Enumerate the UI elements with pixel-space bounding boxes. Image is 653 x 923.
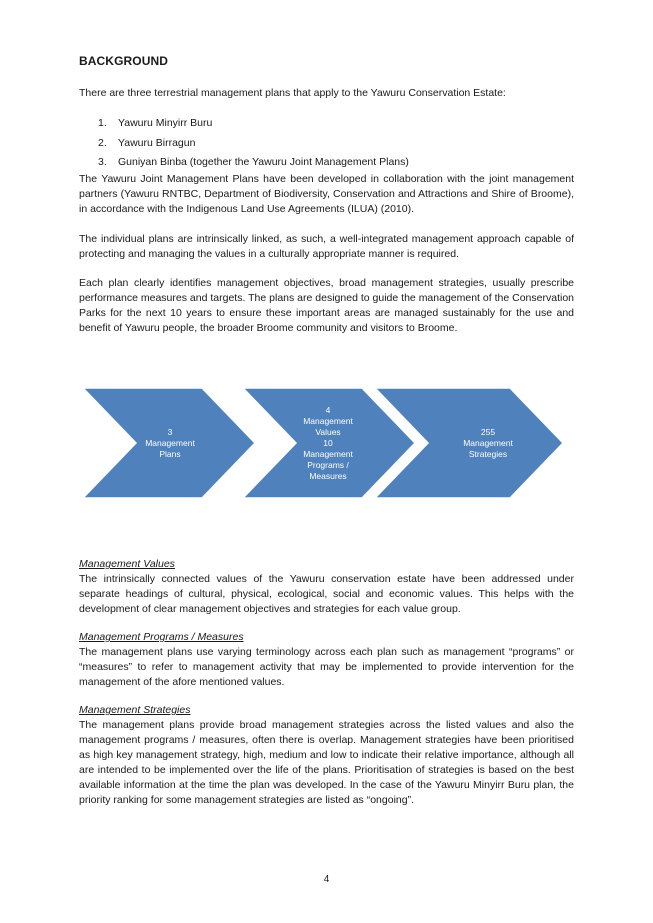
section-heading: BACKGROUND: [79, 54, 168, 68]
list-item: 2. Yawuru Birragun: [98, 136, 409, 156]
section-body: The intrinsically connected values of the Yawuru conservation estate have been addressed under separate headings of cultural, physical, ecological, social and economic values. This helps with the development of clear management objectives and strategies for each value group.: [79, 573, 574, 615]
chevron-label-plans: 3 Management Plans: [145, 426, 195, 459]
paragraph-partners: The Yawuru Joint Management Plans have been developed in collaboration with the joint management partners (Yawuru RNTBC, Department of Biodiversity, Conservation and Attractions and Shire of Broome), in accordance with the Indigenous Land Use Agreements (ILUA) (2010).: [79, 173, 574, 215]
list-item: 3. Guniyan Binba (together the Yawuru Joint Management Plans): [98, 155, 409, 175]
chevron-label-values-programs: 4 Management Values 10 Management Programs / Measures: [303, 404, 353, 481]
section-management-values: [79, 557, 574, 617]
process-diagram: [83, 388, 563, 498]
paragraph-linked-plans: The individual plans are intrinsically linked, as such, a well-integrated management approach capable of protecting and managing the values in a culturally appropriate manner is required.: [79, 233, 574, 260]
page-number: 4: [323, 874, 330, 885]
chevron-label-strategies: 255 Management Strategies: [463, 426, 513, 459]
sub-heading: Management Strategies: [79, 704, 191, 716]
section-management-strategies: [79, 703, 574, 808]
list-item: 1. Yawuru Minyirr Buru: [98, 116, 409, 136]
paragraph-objectives: Each plan clearly identifies management objectives, broad management strategies, usually prescribe performance measures and targets. The plans are designed to guide the management of the Conservation Parks for the next 10 years to ensure these important areas are managed sustainably for the use and benefit of Yawuru people, the broader Broome community and visitors to Broome.: [79, 277, 574, 334]
section-body: The management plans use varying terminology across each plan such as management “programs” or “measures” to refer to management activity that may be implemented to provide intervention for the management of the afore mentioned values.: [79, 646, 574, 688]
section-body: The management plans provide broad management strategies across the listed values and also the management programs / measures, often there is overlap. Management strategies have been prioritised as high key management strategy, high, medium and low to indicate their relative importance, although all are intended to be implemented over the life of the plans. Prioritisation of strategies is based on the best available information at the time the plan was developed. In the case of the Yawuru Minyirr Buru plan, the priority ranking for some management strategies are listed as “ongoing”.: [79, 719, 574, 806]
plans-list: [98, 116, 409, 175]
plan-name: Guniyan Binba (together the Yawuru Joint Management Plans): [118, 156, 409, 168]
sub-heading: Management Values: [79, 558, 175, 570]
plan-name: Yawuru Minyirr Buru: [118, 117, 213, 129]
intro-text: There are three terrestrial management plans that apply to the Yawuru Conservation Estate:: [79, 87, 506, 99]
sub-heading: Management Programs / Measures: [79, 631, 244, 643]
plan-name: Yawuru Birragun: [118, 136, 196, 149]
section-programs-measures: [79, 630, 574, 690]
